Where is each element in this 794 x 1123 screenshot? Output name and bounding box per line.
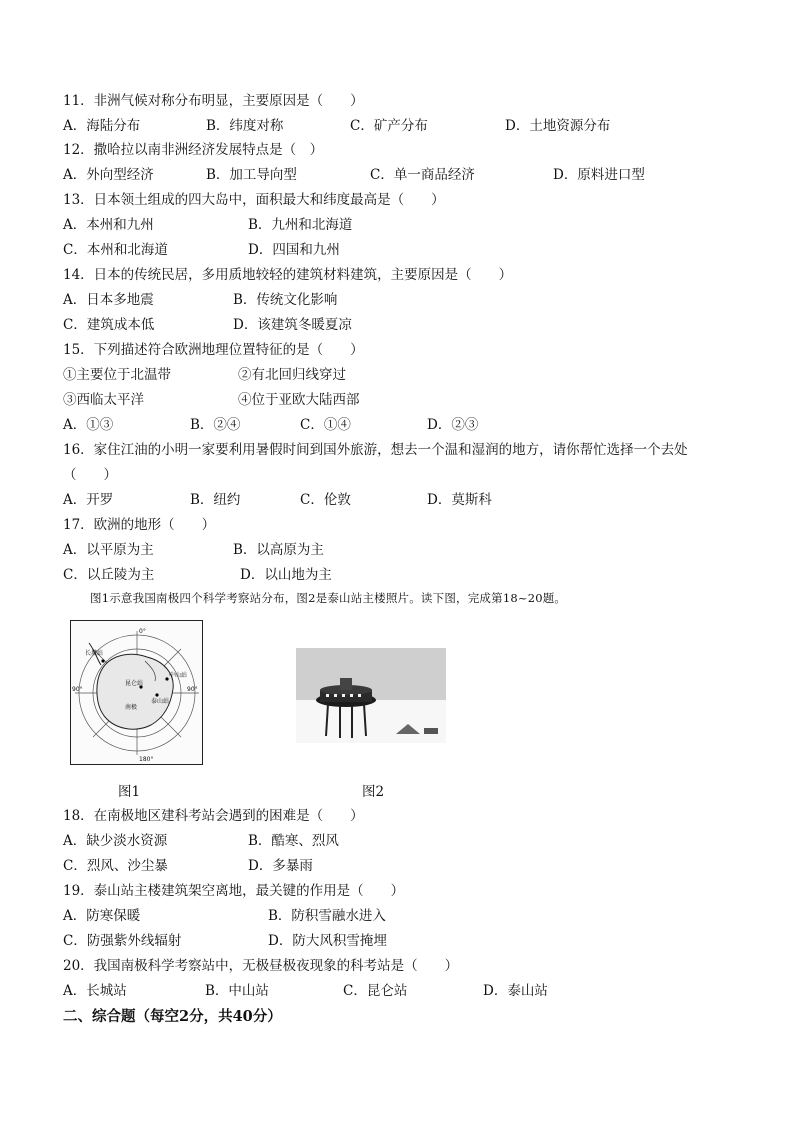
map-label-bottom: 180°	[139, 756, 154, 763]
q16-option-a: A．开罗	[63, 492, 114, 508]
q20-option-a: A．长城站	[63, 983, 127, 999]
figure-2-caption: 图2	[362, 784, 385, 800]
q20-option-c: C．昆仑站	[343, 983, 408, 999]
question-16-stem: 16．家住江油的小明一家要利用暑假时间到国外旅游，想去一个温和湿润的地方，请你帮忙选择一个去处	[63, 442, 688, 458]
map-label-top: 0°	[139, 628, 146, 635]
map-station-kunlun: 昆仑站	[125, 680, 144, 687]
question-16-stem-cont: （ ）	[63, 467, 117, 483]
q17-option-b: B．以高原为主	[233, 542, 324, 558]
q13-option-b: B．九州和北海道	[248, 217, 353, 233]
question-15-stem: 15．下列描述符合欧洲地理位置特征的是（ ）	[63, 342, 364, 358]
q16-option-b: B．纽约	[190, 492, 241, 508]
q13-option-c: C．本州和北海道	[63, 242, 168, 258]
question-17-stem: 17．欧洲的地形（ ）	[63, 517, 216, 533]
q20-option-d: D．泰山站	[483, 983, 548, 999]
q14-option-a: A．日本多地震	[63, 292, 154, 308]
q19-option-b: B．防积雪融水进入	[268, 908, 386, 924]
q15-statement-3: ③西临太平洋	[63, 392, 144, 408]
map-station-zhongshan: 中山站	[169, 672, 188, 679]
figure-intro: 图1示意我国南极四个科学考察站分布，图2是泰山站主楼照片。读下图，完成第18~20题。	[90, 591, 567, 605]
q14-option-d: D．该建筑冬暖夏凉	[233, 317, 352, 333]
map-station-taishan: 泰山站	[151, 698, 170, 705]
taishan-station-photo	[296, 648, 446, 743]
question-12-stem: 12．撒哈拉以南非洲经济发展特点是（ ）	[63, 142, 324, 158]
q16-option-d: D．莫斯科	[427, 492, 492, 508]
figure-1-caption: 图1	[118, 784, 141, 800]
q18-option-a: A．缺少淡水资源	[63, 833, 168, 849]
question-11-stem: 11．非洲气候对称分布明显，主要原因是（ ）	[63, 93, 364, 109]
map-label-left: 90°	[72, 686, 83, 693]
question-20-stem: 20．我国南极科学考察站中，无极昼极夜现象的科考站是（ ）	[63, 958, 459, 974]
q15-option-a: A．①③	[63, 417, 114, 433]
q15-statement-4: ④位于亚欧大陆西部	[238, 392, 360, 408]
q19-option-c: C．防强紫外线辐射	[63, 933, 182, 949]
antarctica-station-map	[70, 620, 203, 765]
q18-option-c: C．烈风、沙尘暴	[63, 858, 168, 874]
map-label-pole: 南极	[125, 704, 138, 711]
q18-option-b: B．酷寒、烈风	[248, 833, 339, 849]
q11-option-a: A．海陆分布	[63, 118, 141, 134]
q15-option-b: B．②④	[190, 417, 241, 433]
q18-option-d: D．多暴雨	[248, 858, 313, 874]
q19-option-a: A．防寒保暖	[63, 908, 141, 924]
q12-option-b: B．加工导向型	[206, 167, 297, 183]
q19-option-d: D．防大风积雪掩埋	[268, 933, 387, 949]
q14-option-b: B．传统文化影响	[233, 292, 338, 308]
q11-option-c: C．矿产分布	[350, 118, 428, 134]
q12-option-d: D．原料进口型	[553, 167, 645, 183]
q14-option-c: C．建筑成本低	[63, 317, 155, 333]
map-station-changcheng: 长城站	[85, 650, 104, 657]
q15-statement-1: ①主要位于北温带	[63, 367, 171, 383]
q15-statement-2: ②有北回归线穿过	[238, 367, 346, 383]
section-title: 二、综合题（每空2分，共40分）	[63, 1008, 282, 1025]
q16-option-c: C．伦敦	[300, 492, 351, 508]
question-18-stem: 18．在南极地区建科考站会遇到的困难是（ ）	[63, 808, 364, 824]
polar-map-graphic	[71, 621, 202, 764]
question-19-stem: 19．泰山站主楼建筑架空离地，最关键的作用是（ ）	[63, 883, 405, 899]
q11-option-b: B．纬度对称	[206, 118, 284, 134]
q15-option-d: D．②③	[427, 417, 479, 433]
q17-option-d: D．以山地为主	[240, 567, 332, 583]
q13-option-d: D．四国和九州	[248, 242, 340, 258]
q17-option-c: C．以丘陵为主	[63, 567, 155, 583]
q15-option-c: C．①④	[300, 417, 351, 433]
station-photo-graphic	[296, 648, 446, 743]
q13-option-a: A．本州和九州	[63, 217, 154, 233]
q12-option-c: C．单一商品经济	[370, 167, 475, 183]
q11-option-d: D．土地资源分布	[505, 118, 611, 134]
question-14-stem: 14．日本的传统民居，多用质地较轻的建筑材料建筑，主要原因是（ ）	[63, 267, 513, 283]
question-13-stem: 13．日本领土组成的四大岛中，面积最大和纬度最高是（ ）	[63, 192, 445, 208]
q12-option-a: A．外向型经济	[63, 167, 154, 183]
q20-option-b: B．中山站	[205, 983, 269, 999]
q17-option-a: A．以平原为主	[63, 542, 154, 558]
map-label-right: 90°	[187, 686, 198, 693]
